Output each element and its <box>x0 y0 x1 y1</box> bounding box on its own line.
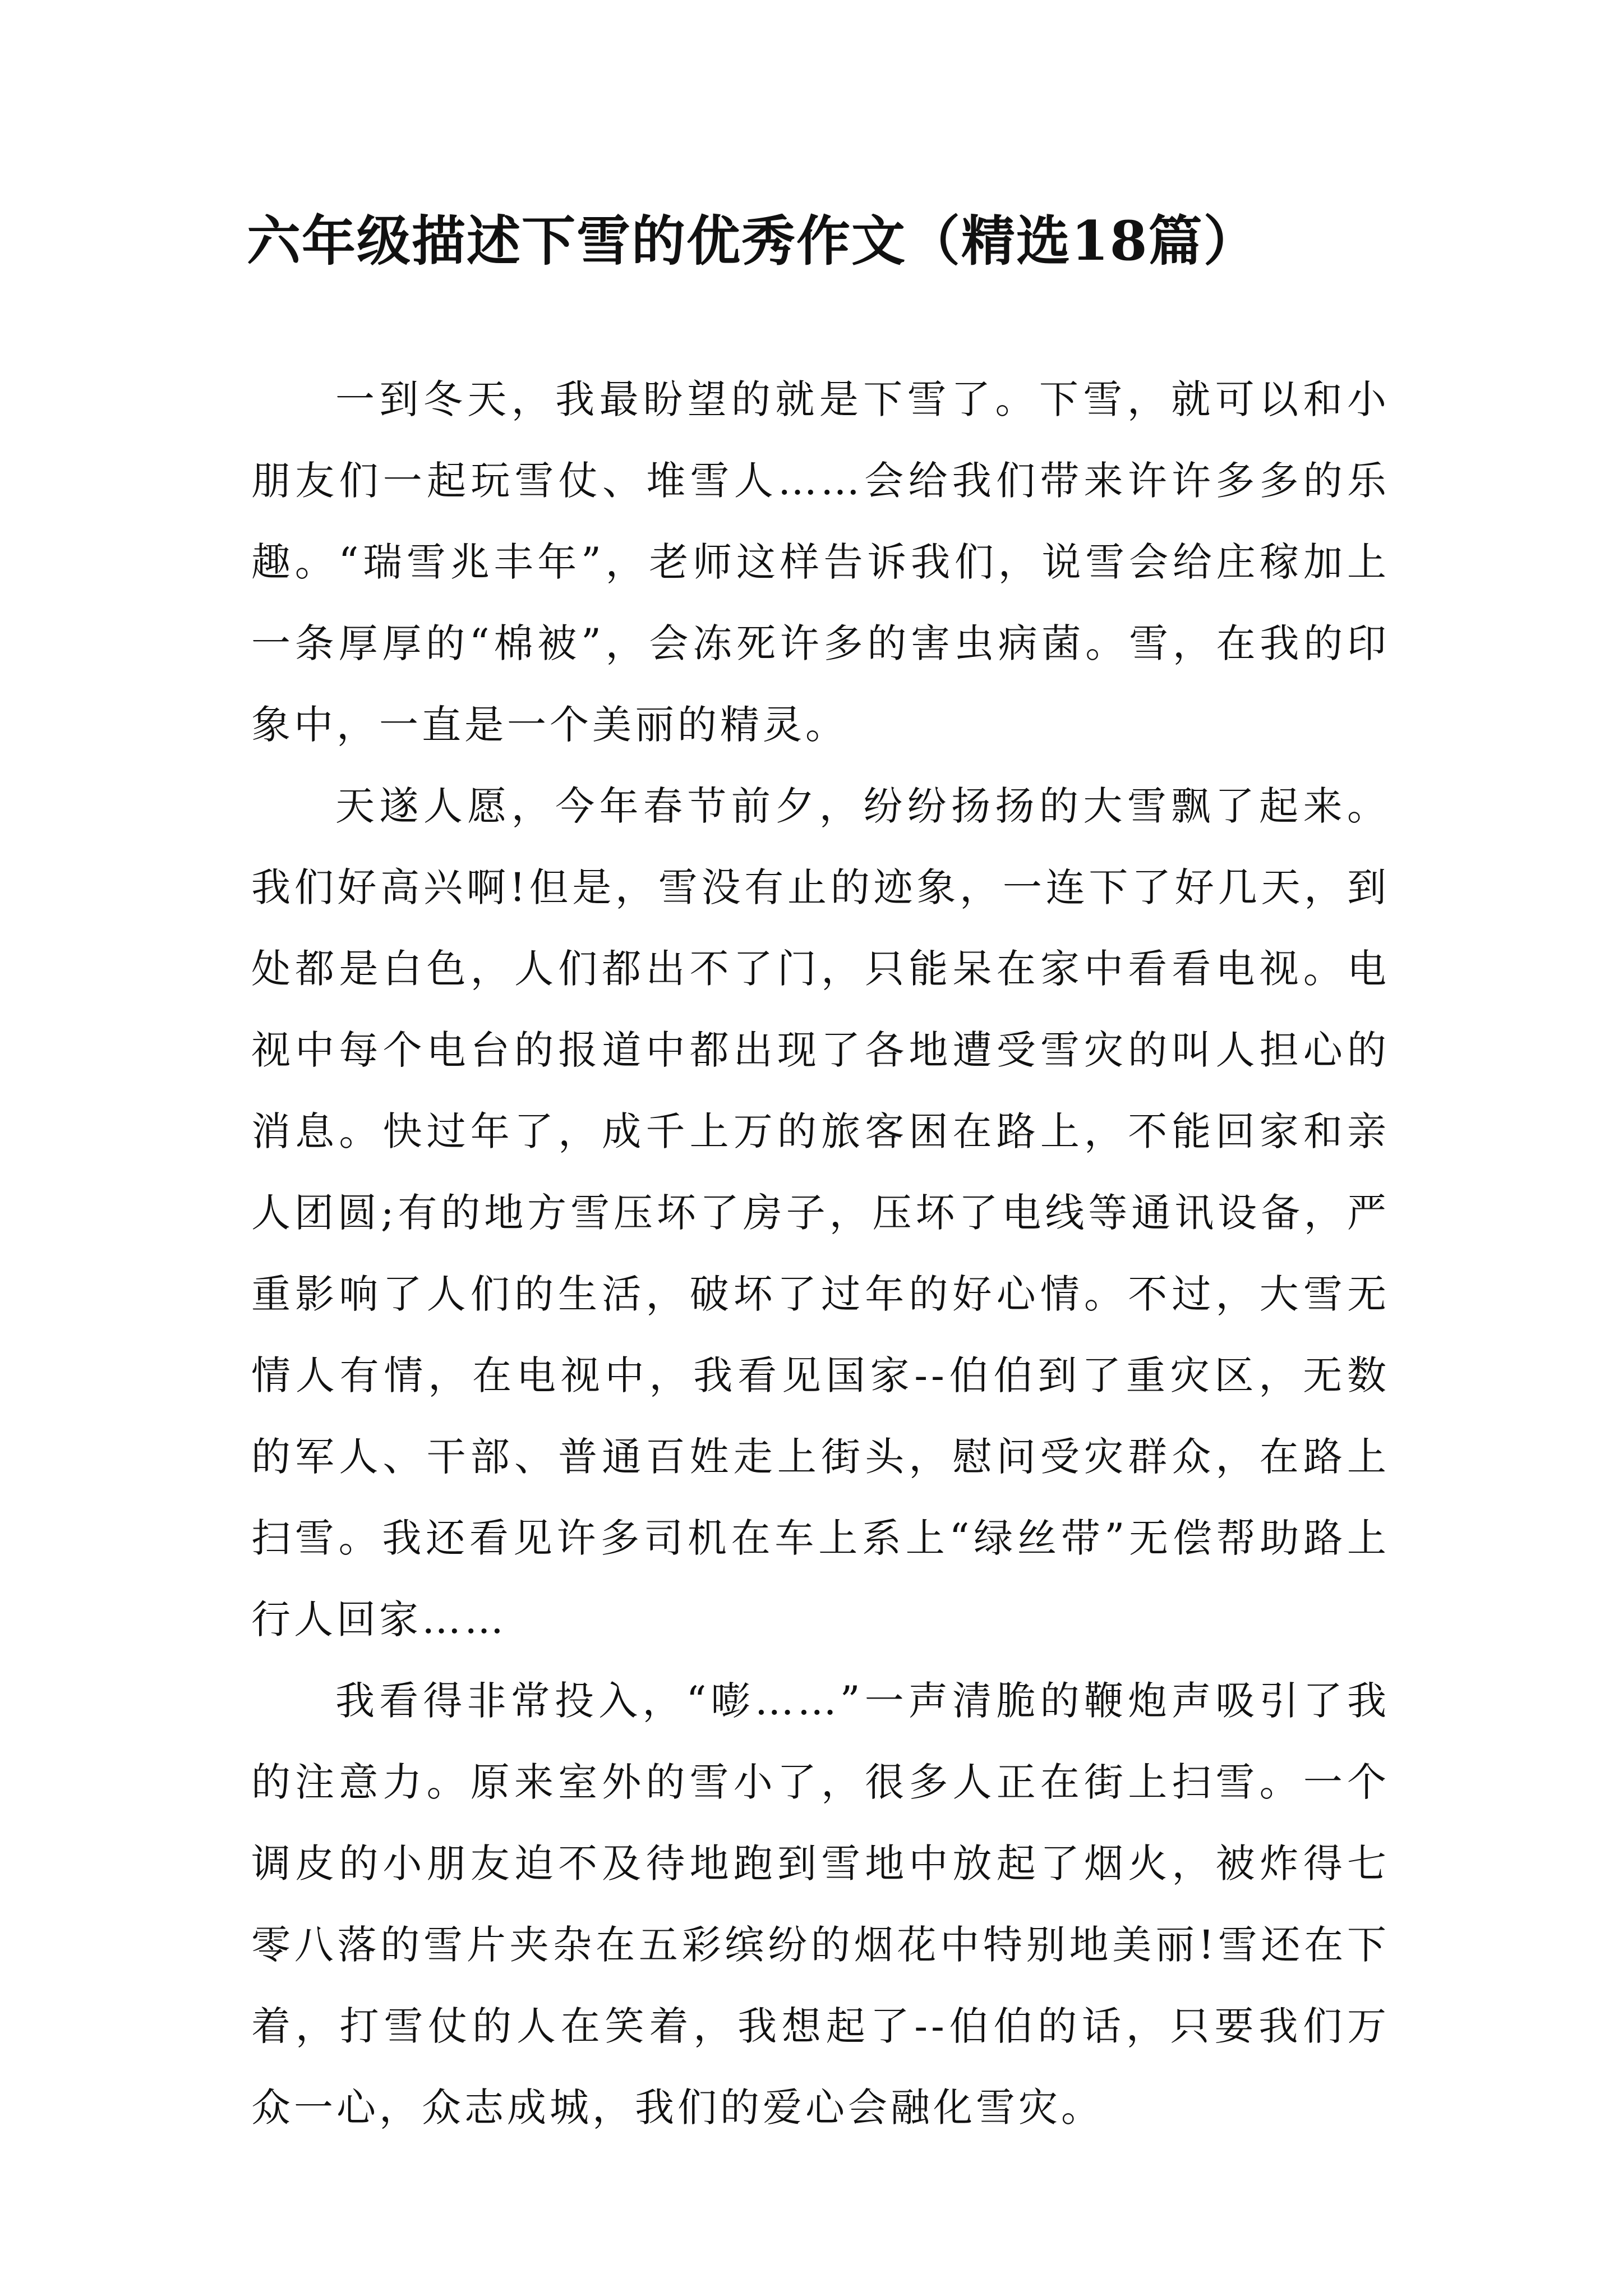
document-title: 六年级描述下雪的优秀作文（精选18篇） <box>247 209 1258 273</box>
paragraph-2: 天遂人愿，今年春节前夕，纷纷扬扬的大雪飘了起来。我们好高兴啊!但是，雪没有止的迹象，一连下了好几天，到处都是白色，人们都出不了门，只能呆在家中看看电视。电视中每个电台的报道中都出现了各地遭受雪灾的叫人担心的消息。快过年了，成千上万的旅客困在路上，不能回家和亲人团圆;有的地方雪压坏了房子，压坏了电线等通讯设备，严重影响了人们的生活，破坏了过年的好心情。不过，大雪无情人有情，在电视中，我看见国家--伯伯到了重灾区，无数的军人、干部、普通百姓走上街头，慰问受灾群众，在路上扫雪。我还看见许多司机在车上系上“绿丝带”无偿帮助路上行人回家…… <box>251 783 1390 1642</box>
paragraph-3: 我看得非常投入，“嘭……”一声清脆的鞭炮声吸引了我的注意力。原来室外的雪小了，很多人正在街上扫雪。一个调皮的小朋友迫不及待地跑到雪地中放起了烟火，被炸得七零八落的雪片夹杂在五彩缤纷的烟花中特别地美丽!雪还在下着，打雪仗的人在笑着，我想起了--伯伯的话，只要我们万众一心，众志成城，我们的爱心会融化雪灾。 <box>251 1678 1390 2131</box>
document-body <box>251 359 1390 2148</box>
paragraph-1: 一到冬天，我最盼望的就是下雪了。下雪，就可以和小朋友们一起玩雪仗、堆雪人……会给我们带来许许多多的乐趣。“瑞雪兆丰年”，老师这样告诉我们，说雪会给庄稼加上一条厚厚的“棉被”，会冻死许多的害虫病菌。雪，在我的印象中，一直是一个美丽的精灵。 <box>251 376 1390 748</box>
